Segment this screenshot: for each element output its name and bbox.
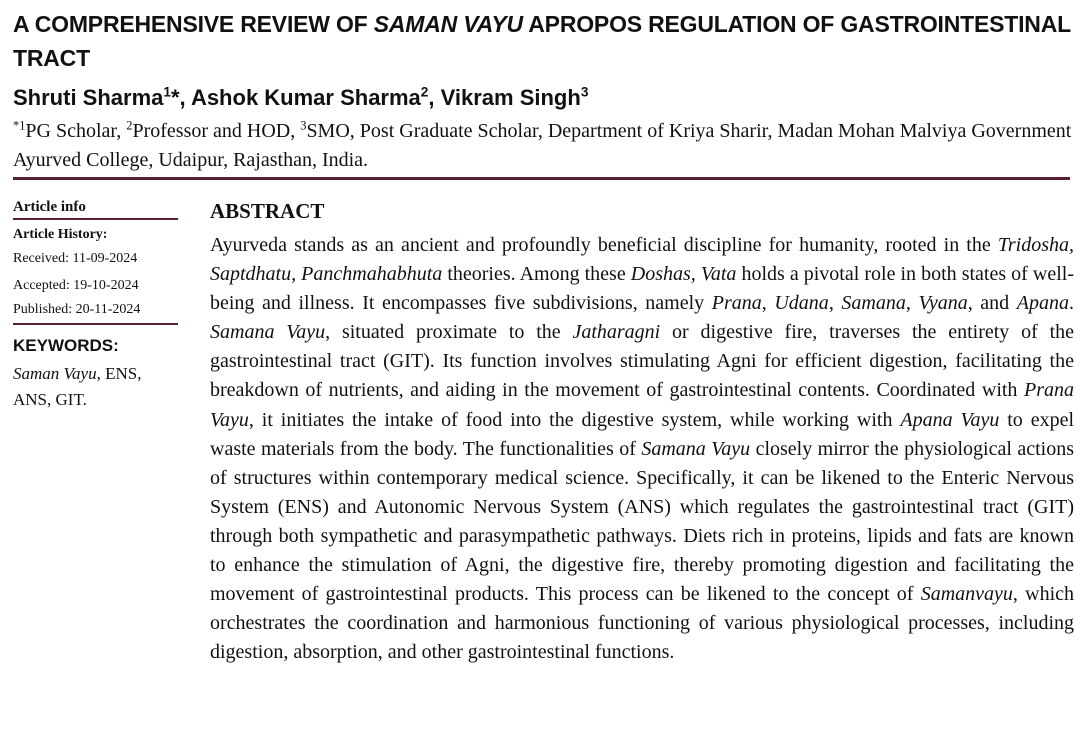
keywords-list <box>13 361 178 413</box>
author-list <box>13 83 588 113</box>
accepted-date: Accepted: 19-10-2024 <box>13 277 139 293</box>
article-info-heading: Article info <box>13 199 86 215</box>
author-2: Ashok Kumar Sharma <box>190 85 421 110</box>
author-3: Vikram Singh <box>440 85 581 110</box>
title-part1: A COMPREHENSIVE REVIEW OF <box>13 11 374 37</box>
author-2-sup: 2 <box>420 84 429 100</box>
abstract-term: Apana <box>1016 292 1069 315</box>
abstract-text: , situated proximate to the <box>325 321 573 344</box>
abstract-text: or digestive fire, traverses the entirety of the gastrointestinal tract (GIT). Its function involves stimulating Agni for efficient digestion, facilitating the breakdown of nutrients, and aiding in the movement of gastrointestinal contents. Coordinated with <box>210 321 1075 402</box>
author-1-marker: * <box>170 85 180 110</box>
affil-text1: PG Scholar, <box>25 120 127 142</box>
abstract-term: Samana <box>841 292 906 315</box>
author-separator: , <box>428 85 441 110</box>
abstract-text: holds a pivotal role in both states of well-being and illness. It encompasses five subdivisions, namely <box>210 263 1074 315</box>
received-date: Received: 11-09-2024 <box>13 251 138 266</box>
abstract-term: Tridosha, Saptdhatu, Panchmahabhuta <box>210 234 1074 286</box>
sidebar-divider <box>13 323 178 325</box>
author-separator: , <box>179 85 191 110</box>
abstract-term: Prana <box>711 292 762 315</box>
affil-sup3: 3 <box>300 118 307 133</box>
keyword-italic: Saman Vayu <box>13 364 97 383</box>
abstract-term: Apana Vayu <box>900 408 1000 431</box>
abstract-term: Samana Vayu <box>641 437 751 460</box>
abstract-term: Doshas, Vata <box>630 263 737 286</box>
abstract-text: Ayurveda stands as an ancient and profoundly beneficial discipline for humanity, rooted in the <box>210 234 998 256</box>
published-date: Published: 20-11-2024 <box>13 302 141 317</box>
paper-title <box>13 7 1073 75</box>
abstract-text: , <box>905 292 919 315</box>
abstract-text: , which orchestrates the coordination and harmonious functioning of various physiological processes, including digestion, absorption, and other gastrointestinal functions. <box>210 583 1074 664</box>
affil-star: * <box>13 118 20 133</box>
header-divider <box>13 177 1070 180</box>
abstract-text: , and <box>967 292 1017 315</box>
abstract-term: Samanvayu <box>920 583 1013 606</box>
abstract-text: theories. Among these <box>442 263 631 286</box>
abstract-term: Udana <box>774 292 829 315</box>
abstract-text: to expel waste materials from the body. The functionalities of <box>210 408 1075 460</box>
abstract-text: , it initiates the intake of food into the digestive system, while working with <box>248 408 901 431</box>
article-history-label: Article History: <box>13 227 108 242</box>
abstract-body <box>210 231 1074 667</box>
abstract-text: , <box>828 292 842 315</box>
abstract-text: . <box>1069 292 1074 315</box>
abstract-term: Vyana <box>918 292 968 315</box>
affil-sup1: 1 <box>19 118 26 133</box>
author-3-sup: 3 <box>580 84 589 100</box>
abstract-term: Jatharagni <box>572 321 661 344</box>
abstract-heading: ABSTRACT <box>210 199 325 223</box>
affil-text3: SMO, Post Graduate Scholar, Department of Kriya Sharir, Madan Mohan Malviya Government Ayurved College, Udaipur, Rajasthan, India. <box>13 120 1072 171</box>
keyword-rest: , ENS, ANS, GIT. <box>13 364 142 409</box>
author-1-sup: 1 <box>163 84 171 100</box>
abstract-term: Prana Vayu <box>210 379 1074 431</box>
abstract-text: , <box>761 292 775 315</box>
affil-sup2: 2 <box>126 118 133 133</box>
title-part2: APROPOS REGULATION OF GASTROINTESTINAL TRACT <box>13 11 1071 71</box>
affil-text2: Professor and HOD, <box>132 120 301 142</box>
abstract-term: Samana Vayu <box>210 321 326 344</box>
author-1: Shruti Sharma <box>13 85 164 110</box>
affiliations <box>13 117 1073 174</box>
article-info-sidebar <box>13 196 178 413</box>
title-italic: SAMAN VAYU <box>373 11 523 37</box>
abstract-text: closely mirror the physiological actions of structures within contemporary medical science. Specifically, it can be likened to the Enteric Nervous System (ENS) and Autonomic Nervous System (ANS) which regulates the gastrointestinal tract (GIT) through both sympathetic and parasympathetic pathways. Diets rich in proteins, lipids and fats are known to enhance the stimulation of Agni, the digestive fire, thereby promoting digestion and facilitating the movement of gastrointestinal products. This process can be likened to the concept of <box>210 437 1074 606</box>
sidebar-divider <box>13 218 178 220</box>
keywords-heading: KEYWORDS: <box>13 336 119 355</box>
